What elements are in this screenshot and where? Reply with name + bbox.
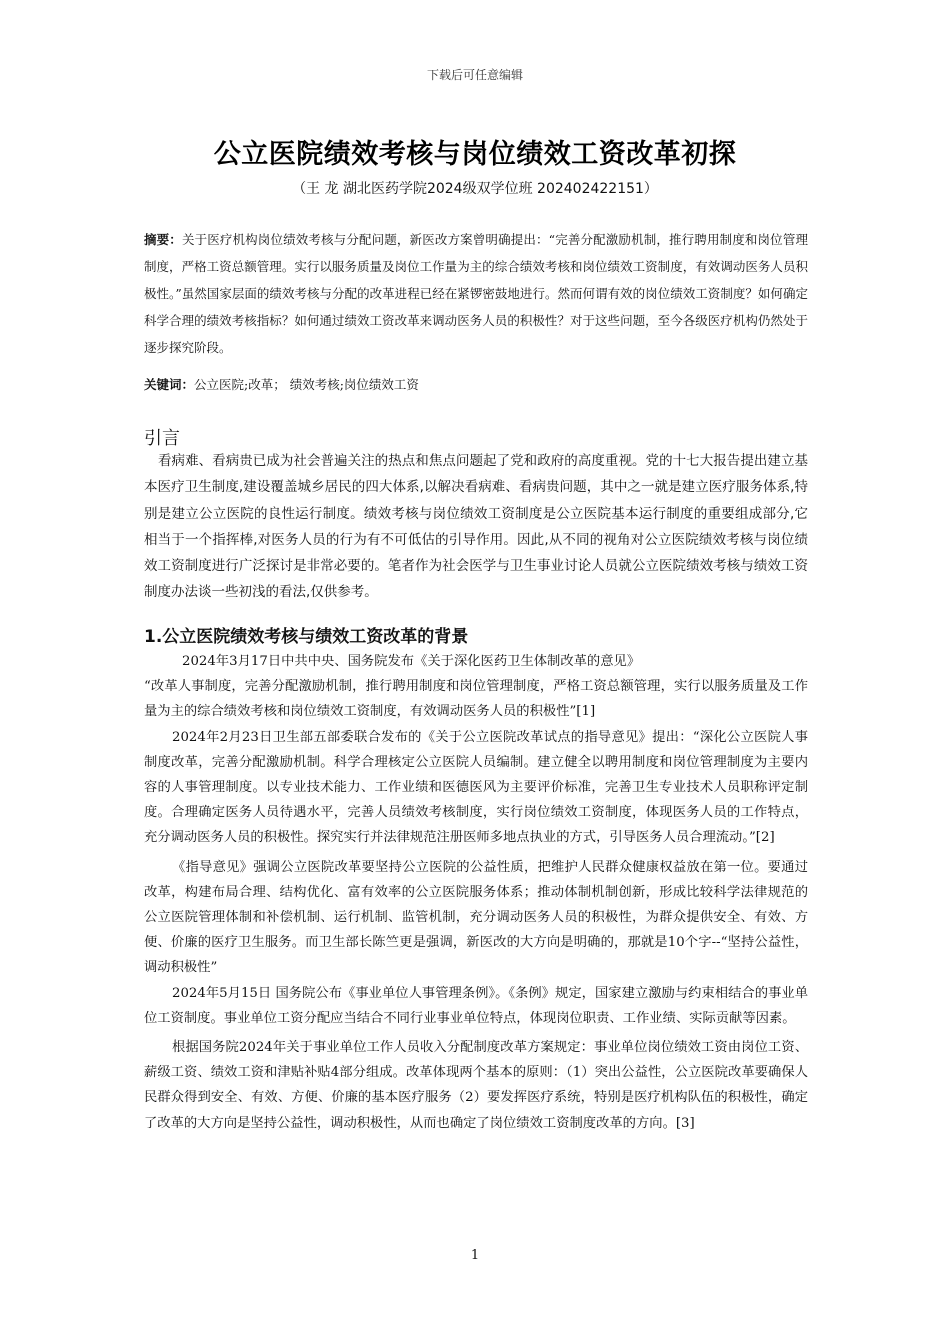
section1-heading: 1.公立医院绩效考核与绩效工资改革的背景: [144, 627, 469, 647]
author-byline: （王 龙 湖北医药学院2024级双学位班 202402422151）: [292, 181, 658, 197]
section1-paragraph-6: 根据国务院2024年关于事业单位工作人员收入分配制度改革方案规定：事业单位岗位绩效工资由岗位工资、薪级工资、绩效工资和津贴补贴4部分组成。改革体现两个基本的原则：（1）突出公益性，公立医院改革要确保人民群众得到安全、有效、方便、价廉的基本医疗服务（2）要发挥医疗系统，特别是医疗机构队伍的积极性，确定了改革的大方向是坚持公益性，调动积极性，从而也确定了岗位绩效工资制度改革的方向。[3]: [144, 1040, 808, 1131]
section1-paragraph-1: 2024年3月17日中共中央、国务院发布《关于深化医药卫生体制改革的意见》: [182, 654, 641, 669]
document-title: 公立医院绩效考核与岗位绩效工资改革初探: [213, 139, 737, 170]
abstract-text: 关于医疗机构岗位绩效考核与分配问题，新医改方案曾明确提出：“完善分配激励机制，推行聘用制度和岗位管理制度，严格工资总额管理。实行以服务质量及岗位工作量为主的综合绩效考核和岗位绩效工资制度，有效调动医务人员积极性。”虽然国家层面的绩效考核与分配的改革进程已经在紧锣密鼓地进行。然而何谓有效的岗位绩效工资制度？如何确定科学合理的绩效考核指标？如何通过绩效工资改革来调动医务人员的积极性？对于这些问题，至今各级医疗机构仍然处于逐步探究阶段。: [144, 232, 808, 355]
section1-paragraph-2: “改革人事制度，完善分配激励机制，推行聘用制度和岗位管理制度，严格工资总额管理，实行以服务质量及工作量为主的综合绩效考核和岗位绩效工资制度，有效调动医务人员的积极性”[1]: [144, 679, 808, 720]
keywords-block: [144, 373, 808, 397]
section1-body: [144, 649, 808, 1136]
section1-paragraph-3: 2024年2月23日卫生部五部委联合发布的《关于公立医院改革试点的指导意见》提出：“深化公立医院人事制度改革，完善分配激励机制。科学合理核定公立医院人员编制。建立健全以聘用制度和岗位管理制度为主要内容的人事管理制度。以专业技术能力、工作业绩和医德医风为主要评价标准，完善卫生专业技术人员职称评定制度。合理确定医务人员待遇水平，完善人员绩效考核制度，实行岗位绩效工资制度，体现医务人员的工作特点，充分调动医务人员的积极性。探究实行并法律规范注册医师多地点执业的方式，引导医务人员合理流动。”[2]: [144, 729, 808, 846]
page-header-note: 下载后可任意编辑: [426, 68, 523, 82]
section1-paragraph-4: 《指导意见》强调公立医院改革要坚持公立医院的公益性质，把维护人民群众健康权益放在第一位。要通过改革，构建布局合理、结构优化、富有效率的公立医院服务体系；推动体制机制创新，形成比较科学法律规范的公立医院管理体制和补偿机制、运行机制、监管机制，充分调动医务人员的积极性，为群众提供安全、有效、方便、价廉的医疗卫生服务。而卫生部长陈竺更是强调，新医改的大方向是明确的，那就是10个字--“坚持公益性，调动积极性”: [144, 859, 808, 976]
intro-heading: 引言: [144, 428, 180, 449]
keywords-text: 公立医院;改革； 绩效考核;岗位绩效工资: [194, 377, 419, 392]
intro-paragraph: 看病难、看病贵已成为社会普遍关注的热点和焦点问题起了党和政府的高度重视。党的十七大报告提出建立基本医疗卫生制度,建设覆盖城乡居民的四大体系,以解决看病难、看病贵问题，其中之一就是建立医疗服务体系,特别是建立公立医院的良性运行制度。绩效考核与岗位绩效工资制度是公立医院基本运行制度的重要组成部分,它相当于一个指挥棒,对医务人员的行为有不可低估的引导作用。因此,从不同的视角对公立医院绩效考核与岗位绩效工资制度进行广泛探讨是非常必要的。笔者作为社会医学与卫生事业讨论人员就公立医院绩效考核与绩效工资制度办法谈一些初浅的看法,仅供参考。: [144, 453, 808, 601]
section1-paragraph-5: 2024年5月15日 国务院公布《事业单位人事管理条例》。《条例》规定，国家建立激励与约束相结合的事业单位工资制度。事业单位工资分配应当结合不同行业事业单位特点，体现岗位职责、工作业绩、实际贡献等因素。: [144, 985, 808, 1026]
keywords-label: 关键词：: [144, 377, 195, 392]
abstract-label: 摘要：: [144, 232, 182, 247]
page-number: 1: [470, 1248, 480, 1263]
abstract-block: [144, 226, 808, 361]
